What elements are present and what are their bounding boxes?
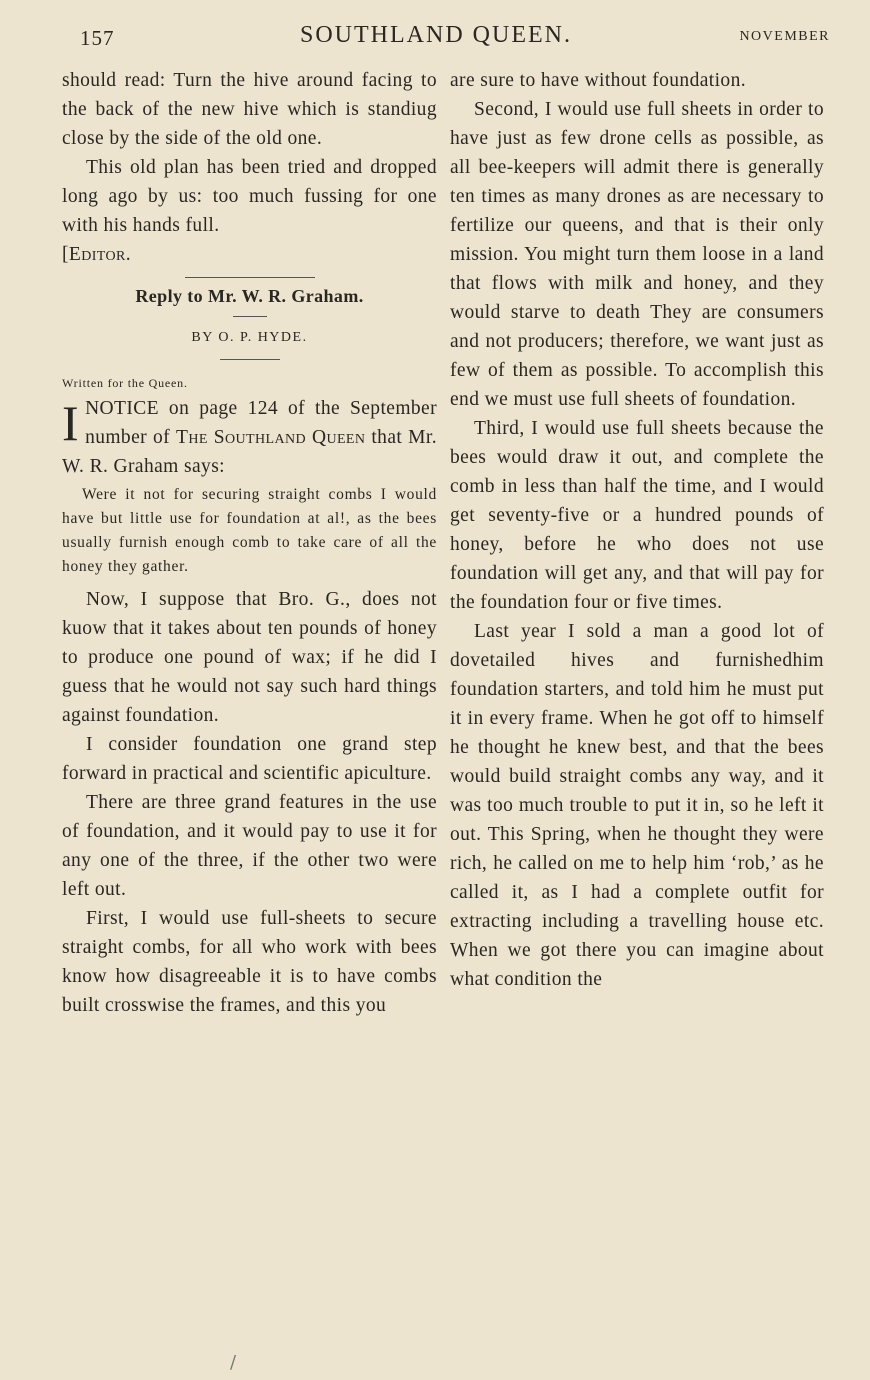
issue-month: NOVEMBER [739,29,830,44]
running-header [60,22,830,52]
written-for-note: Written for the Queen. [62,376,188,390]
right-column [450,66,824,994]
paragraph: First, I would use full-sheets to secure straight combs, for all who work with bees know how disagreeable it is to have combs built crosswise the frames, and this you [62,908,437,1016]
block-quote [62,483,437,579]
drop-cap: I [62,395,80,451]
paragraph: Now, I suppose that Bro. G., does not kuow that it takes about ten pounds of honey to produce one pound of wax; if he did I guess that he would not say such hard things against foundation. [62,589,437,726]
article-title: Reply to Mr. W. R. Graham. [135,286,364,306]
editor-signature: [Editor. [62,244,131,265]
left-column [62,66,437,1020]
paragraph: Third, I would use full sheets because the bees would draw it out, and complete the comb in less than half the time, and I would get seventy-five or a hundred pounds of honey, before he who does not use foundation will get any, and that will pay for the foundation four or five times. [450,418,824,613]
intro-paragraph [62,394,437,481]
continuation-paragraph: are sure to have without foundation. [450,70,746,91]
intro-text: on page 124 of the September number of [85,398,437,448]
journal-reference: The Southland Queen [176,427,366,448]
journal-title: SOUTHLAND QUEEN. [300,22,572,48]
intro-smallcaps: NOTICE [85,398,159,419]
editor-note [62,153,437,269]
paragraph: There are three grand features in the use of foundation, and it would pay to use it for any one of the three, if the other two were left out. [62,792,437,900]
section-divider [185,277,315,278]
intro-end: that Mr. W. R. Graham says: [62,427,437,477]
byline-divider [220,359,280,360]
stray-pencil-mark: / [230,1352,237,1373]
quote-text: Were it not for securing straight combs I would have but little use for foundation at al!, as the bees usually furnish enough comb to take care of all the honey they gather. [62,486,437,575]
continuation-paragraph: should read: Turn the hive around facing to the back of the new hive which is standiug close by the side of the old one. [62,70,437,149]
editor-note-text: This old plan has been tried and dropped long ago by us: too much fussing for one with his hands full. [62,157,437,236]
page-number: 157 [80,26,115,50]
paragraph: Last year I sold a man a good lot of dovetailed hives and furnishedhim foundation starters, and told him he must put it in every frame. When he got off to himself he thought he knew best, and that the bees would build straight combs any way, and it was too much trouble to put it in, so he left it out. This Spring, when he thought they were rich, he called on me to help him ‘rob,’ as he called it, as I had a complete outfit for extracting including a travelling house etc. When we got there you can imagine about what condition the [450,621,824,990]
paragraph: Second, I would use full sheets in order to have just as few drone cells as possible, as all bee-keepers will admit there is generally ten times as many drones as are necessary to fertilize our queens, and that is their only mission. You might turn them loose in a land that flows with milk and honey, and they would starve to death They are consumers and not producers; therefore, we want just as few of them as possible. To accomplish this end we must use full sheets of foundation. [450,99,824,410]
paragraph: I consider foundation one grand step forward in practical and scientific apiculture. [62,734,437,784]
byline: BY O. P. HYDE. [191,330,308,345]
title-divider [233,316,267,317]
